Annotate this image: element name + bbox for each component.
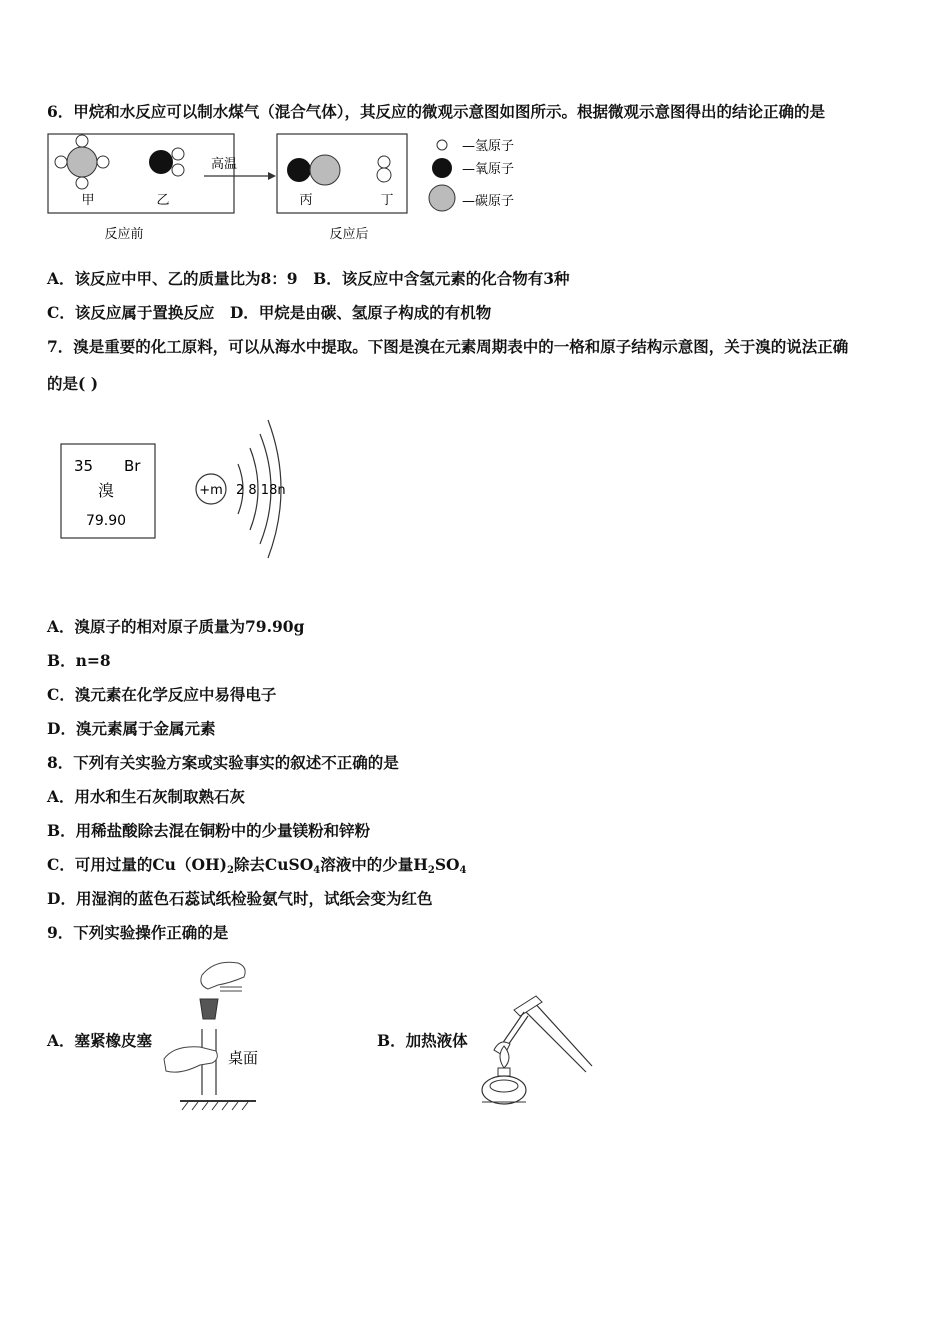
q8-option-c: [47, 855, 466, 881]
element-symbol: Br: [124, 457, 141, 475]
bromine-atom-structure: [190, 418, 300, 563]
label-ding: 丁: [380, 193, 394, 208]
q8-option-c-part1: C．可用过量的Cu（OH): [47, 855, 227, 874]
q8-stem: 8．下列有关实验方案或实验事实的叙述不正确的是: [47, 753, 399, 772]
h2-molecule: [377, 156, 391, 182]
legend-oxygen: —氧原子: [462, 162, 515, 177]
label-jia: 甲: [81, 193, 95, 208]
q8-option-c-part4: SO: [434, 855, 460, 874]
q7-option-a: A．溴原子的相对原子质量为79.90g: [47, 617, 305, 636]
q7-option-c: C．溴元素在化学反应中易得电子: [47, 685, 277, 704]
desk-label: 桌面: [228, 1049, 259, 1067]
heating-liquid-illustration: [474, 990, 594, 1110]
q8-option-a: A．用水和生石灰制取熟石灰: [47, 787, 246, 806]
q7-option-d: D．溴元素属于金属元素: [47, 719, 216, 738]
q8-option-c-sub3: 2: [427, 865, 435, 876]
q9-option-a: A．塞紧橡皮塞: [47, 1031, 153, 1050]
stopper-test-tube-illustration: [160, 955, 260, 1115]
q8-option-b: B．用稀盐酸除去混在铜粉中的少量镁粉和锌粉: [47, 821, 371, 840]
q6-stem: 6．甲烷和水反应可以制水煤气（混合气体），其反应的微观示意图如图所示。根据微观示意图得出的结论正确的是: [47, 102, 826, 121]
q8-option-c-sub4: 4: [459, 865, 467, 876]
q7-stem-line1: 7．溴是重要的化工原料，可以从海水中提取。下图是溴在元素周期表中的一格和原子结构示意图，关于溴的说法正确: [47, 337, 849, 356]
co-molecule: [287, 155, 340, 185]
carbon-legend-icon: [429, 185, 455, 211]
atomic-number: 35: [74, 457, 94, 475]
oxygen-legend-icon: [432, 158, 452, 178]
q6-options-cd: C．该反应属于置换反应 D．甲烷是由碳、氢原子构成的有机物: [47, 303, 492, 322]
label-yi: 乙: [156, 193, 170, 208]
q7-option-b: B．n=8: [47, 651, 111, 670]
q6-options-ab: A．该反应中甲、乙的质量比为8：9 B．该反应中含氢元素的化合物有3种: [47, 269, 570, 288]
q8-option-c-sub1: 2: [226, 865, 234, 876]
water-molecule: [149, 148, 184, 176]
bromine-element-cell: [60, 443, 158, 540]
q6-reaction-diagram: [44, 130, 544, 245]
legend-hydrogen: —氢原子: [462, 139, 515, 154]
nucleus-charge: +m: [199, 483, 223, 498]
hydrogen-legend-icon: [437, 140, 447, 150]
q9-option-b: B．加热液体: [377, 1031, 468, 1050]
q8-option-c-part3: 溶液中的少量H: [320, 855, 428, 874]
element-name: 溴: [97, 481, 115, 500]
q9-stem: 9．下列实验操作正确的是: [47, 923, 229, 942]
label-before: 反应前: [104, 227, 144, 242]
label-after: 反应后: [329, 227, 369, 242]
q8-option-c-part2: 除去CuSO: [233, 855, 314, 874]
methane-molecule: [55, 135, 109, 189]
q8-option-d: D．用湿润的蓝色石蕊试纸检验氨气时，试纸会变为红色: [47, 889, 433, 908]
q8-option-c-sub2: 4: [313, 865, 321, 876]
q7-stem-line2: 的是( ): [47, 374, 99, 393]
legend-carbon: —碳原子: [462, 194, 515, 209]
atomic-mass: 79.90: [85, 513, 127, 529]
label-bing: 丙: [299, 193, 313, 208]
condition-label: 高温: [210, 157, 238, 172]
electron-shells: 2 8 18n: [236, 483, 286, 498]
